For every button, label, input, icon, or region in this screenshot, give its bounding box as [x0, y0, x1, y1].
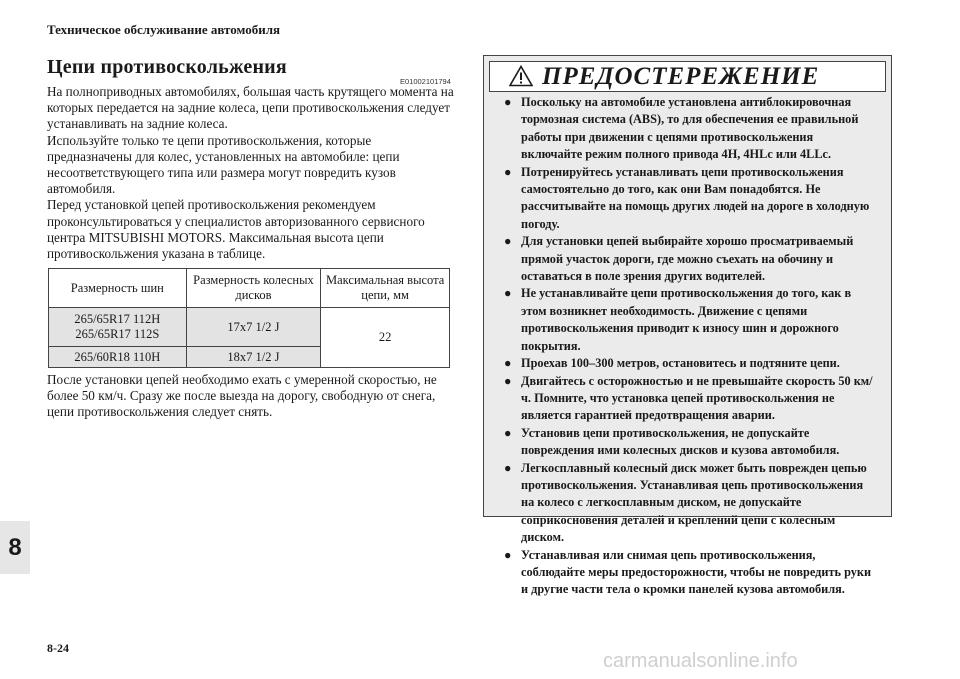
table-cell-tire: 265/65R17 112H 265/65R17 112S: [49, 308, 187, 347]
intro-paragraph-3: Перед установкой цепей противоскольжения рекомендуем проконсультироваться у специалистов авторизованного сервисного центра MITSUBISHI MOTORS. Максимальная высота цепи противоскольжения указана в таблице.: [47, 197, 425, 262]
chain-size-table: [48, 268, 450, 368]
warning-list: [484, 94, 876, 599]
warning-box: [483, 55, 892, 597]
page-number: 8-24: [47, 641, 69, 655]
after-install-text: После установки цепей необходимо ехать с умеренной скоростью, не более 50 км/ч. Сразу же после выезда на дорогу, свободную от снега, цепи противоскольжения следует снять.: [47, 372, 437, 420]
warning-item-text: Не устанавливайте цепи противоскольжения до того, как в этом возникнет необходимость. Движение с цепями противоскольжения приводит к износу шин и дорожного покрытия.: [521, 286, 852, 353]
list-item: [484, 233, 876, 285]
bullet-icon: ●: [504, 460, 512, 475]
warning-item-text: Для установки цепей выбирайте хорошо просматриваемый прямой участок дороги, где можно съехать на обочину и оставаться в поле зрения других водителей.: [521, 234, 854, 284]
table-header-wheel: Размерность колесных дисков: [186, 269, 321, 308]
section-title: Цепи противоскольжения: [47, 56, 287, 78]
list-item: [484, 285, 876, 355]
section-code: E01002101794: [400, 77, 451, 86]
table-cell-max-height: 22: [321, 308, 450, 368]
bullet-icon: ●: [504, 164, 512, 179]
warning-item-text: Двигайтесь с осторожностью и не превышайте скорость 50 км/ч. Помните, что установка цепей противоскольжения не является гарантией предотвращения аварии.: [521, 373, 873, 423]
table-cell-wheel: 18x7 1/2 J: [186, 347, 321, 368]
warning-item-text: Устанавливая или снимая цепь противоскольжения, соблюдайте меры предосторожности, чтобы не повредить руки и другие части тела о кромки панелей кузова автомобиля.: [521, 547, 872, 597]
bullet-icon: ●: [504, 356, 512, 371]
chapter-tab: 8: [0, 521, 30, 574]
intro-text: [47, 84, 457, 262]
watermark: carmanualsonline.info: [603, 650, 798, 672]
list-item: [484, 94, 876, 164]
table-cell-tire: 265/60R18 110H: [49, 347, 187, 368]
bullet-icon: ●: [504, 547, 512, 562]
bullet-icon: ●: [504, 286, 512, 301]
running-header: Техническое обслуживание автомобиля: [47, 22, 281, 37]
intro-paragraph-1: На полноприводных автомобилях, большая часть крутящего момента на которых передается на задние колеса, цепи противоскольжения следует устанавливать на задние колеса.: [47, 84, 454, 132]
table-row: [49, 308, 450, 347]
warning-item-text: Легкосплавный колесный диск может быть поврежден цепью противоскольжения. Устанавливая цепь противоскольжения на колесо с легкосплавным диском, не допускайте соприкосновения деталей и креплений цепи с колесным диском.: [521, 460, 867, 545]
bullet-icon: ●: [504, 234, 512, 249]
table-header-row: [49, 269, 450, 308]
warning-header: [489, 61, 886, 92]
warning-title: ПРЕДОСТЕРЕЖЕНИЕ: [542, 63, 820, 90]
list-item: [484, 373, 876, 425]
intro-paragraph-2: Используйте только те цепи противоскольжения, которые предназначены для колес, установленных на автомобиле: цепи несоответствующего типа или размера могут повредить кузов автомобиля.: [47, 132, 400, 197]
bullet-icon: ●: [504, 373, 512, 388]
warning-triangle-icon: [509, 65, 533, 87]
list-item: [484, 164, 876, 234]
list-item: [484, 425, 876, 460]
list-item: [484, 355, 876, 372]
bullet-icon: ●: [504, 95, 512, 109]
list-item: [484, 547, 876, 599]
table-header-tire: Размерность шин: [49, 269, 187, 308]
warning-item-text: Проехав 100–300 метров, остановитесь и подтяните цепи.: [521, 356, 840, 371]
warning-item-text: Потренируйтесь устанавливать цепи противоскольжения самостоятельно до того, как они Вам понадобятся. Не рассчитывайте на помощь других людей на дороге в холодную погоду.: [521, 164, 870, 231]
bullet-icon: ●: [504, 425, 512, 440]
list-item: [484, 460, 876, 547]
table-header-height: Максимальная высота цепи, мм: [321, 269, 450, 308]
warning-item-text: Установив цепи противоскольжения, не допускайте повреждения ими колесных дисков и кузова автомобиля.: [521, 425, 840, 458]
table-cell-wheel: 17x7 1/2 J: [186, 308, 321, 347]
warning-item-text: Поскольку на автомобиле установлена антиблокировочная тормозная система (ABS), то для обеспечения ее правильной работы при движении с цепями противоскольжения включайте режим полного привода 4H, 4HLc или 4LLc.: [521, 95, 859, 162]
